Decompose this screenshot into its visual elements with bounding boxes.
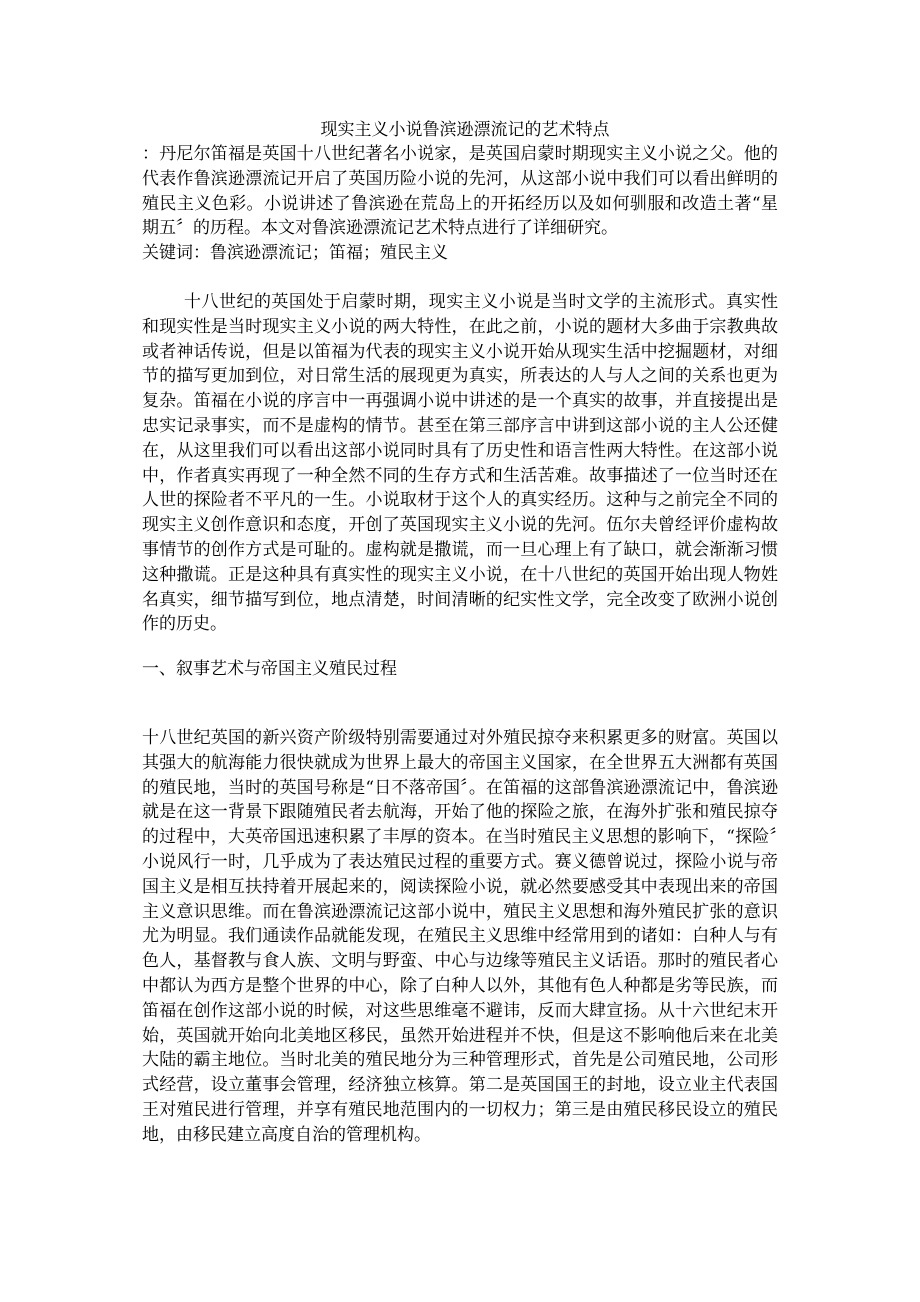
abstract-paragraph: ：丹尼尔笛福是英国十八世纪著名小说家，是英国启蒙时期现实主义小说之父。他的代表作鲁滨逊漂流记开启了英国历险小说的先河，从这部小说中我们可以看出鲜明的殖民主义色彩。小说讲述了鲁滨逊在荒岛上的开拓经历以及如何驯服和改造土著“星期五〞的历程。本文对鲁滨逊漂流记艺术特点进行了详细研究。: [142, 144, 778, 239]
section-paragraph: 十八世纪英国的新兴资产阶级特别需要通过对外殖民掠夺来积累更多的财富。英国以其强大的航海能力很快就成为世界上最大的帝国主义国家，在全世界五大洲都有英国的殖民地，当时的英国号称是“日不落帝国〞。在笛福的这部鲁滨逊漂流记中，鲁滨逊就是在这一背景下跟随殖民者去航海，开始了他的探险之旅，在海外扩张和殖民掠夺的过程中，大英帝国迅速积累了丰厚的资本。在当时殖民主义思想的影响下，“探险〞小说风行一时，几乎成为了表达殖民过程的重要方式。赛义德曾说过，探险小说与帝国主义是相互扶持着开展起来的，阅读探险小说，就必然要感受其中表现出来的帝国主义意识思维。而在鲁滨逊漂流记这部小说中，殖民主义思想和海外殖民扩张的意识尤为明显。我们通读作品就能发现，在殖民主义思维中经常用到的诸如：白种人与有色人，基督教与食人族、文明与野蛮、中心与边缘等殖民主义话语。那时的殖民者心中都认为西方是整个世界的中心，除了白种人以外，其他有色人种都是劣等民族，而笛福在创作这部小说的时候，对这些思维毫不避讳，反而大肆宣扬。从十六世纪末开始，英国就开始向北美地区移民，虽然开始进程并不快，但是这不影响他后来在北美大陆的霸主地位。当时北美的殖民地分为三种管理形式，首先是公司殖民地，公司形式经营，设立董事会管理，经济独立核算。第二是英国国王的封地，设立业主代表国王对殖民进行管理，并享有殖民地范围内的一切权力；第三是由殖民移民设立的殖民地，由移民建立高度自治的管理机构。: [142, 727, 778, 1145]
section-heading: 一、叙事艺术与帝国主义殖民过程: [142, 659, 397, 680]
keywords-line: 关键词：鲁滨逊漂流记；笛福；殖民主义: [142, 243, 448, 264]
document-title: 现实主义小说鲁滨逊漂流记的艺术特点: [320, 120, 610, 140]
document-page: [142, 118, 778, 1147]
intro-paragraph: 十八世纪的英国处于启蒙时期，现实主义小说是当时文学的主流形式。真实性和现实性是当时现实主义小说的两大特性，在此之前，小说的题材大多曲于宗教典故或者神话传说，但是以笛福为代表的现实主义小说开始从现实生活中挖掘题材，对细节的描写更加到位，对日常生活的展现更为真实，所表达的人与人之间的关系也更为复杂。笛福在小说的序言中一再强调小说中讲述的是一个真实的故事，并直接提出是忠实记录事实，而不是虚构的情节。甚至在第三部序言中讲到这部小说的主人公还健在，从这里我们可以看出这部小说同时具有了历史性和语言性两大特性。在这部小说中，作者真实再现了一种全然不同的生存方式和生活苦难。故事描述了一位当时还在人世的探险者不平凡的一生。小说取材于这个人的真实经历。这种与之前完全不同的现实主义创作意识和态度，开创了英国现实主义小说的先河。伍尔夫曾经评价虚构故事情节的创作方式是可耻的。虚构就是撒谎，而一旦心理上有了缺口，就会渐渐习惯这种撒谎。正是这种具有真实性的现实主义小说，在十八世纪的英国开始出现人物姓名真实，细节描写到位，地点清楚，时间清晰的纪实性文学，完全改变了欧洲小说创作的历史。: [142, 291, 778, 635]
